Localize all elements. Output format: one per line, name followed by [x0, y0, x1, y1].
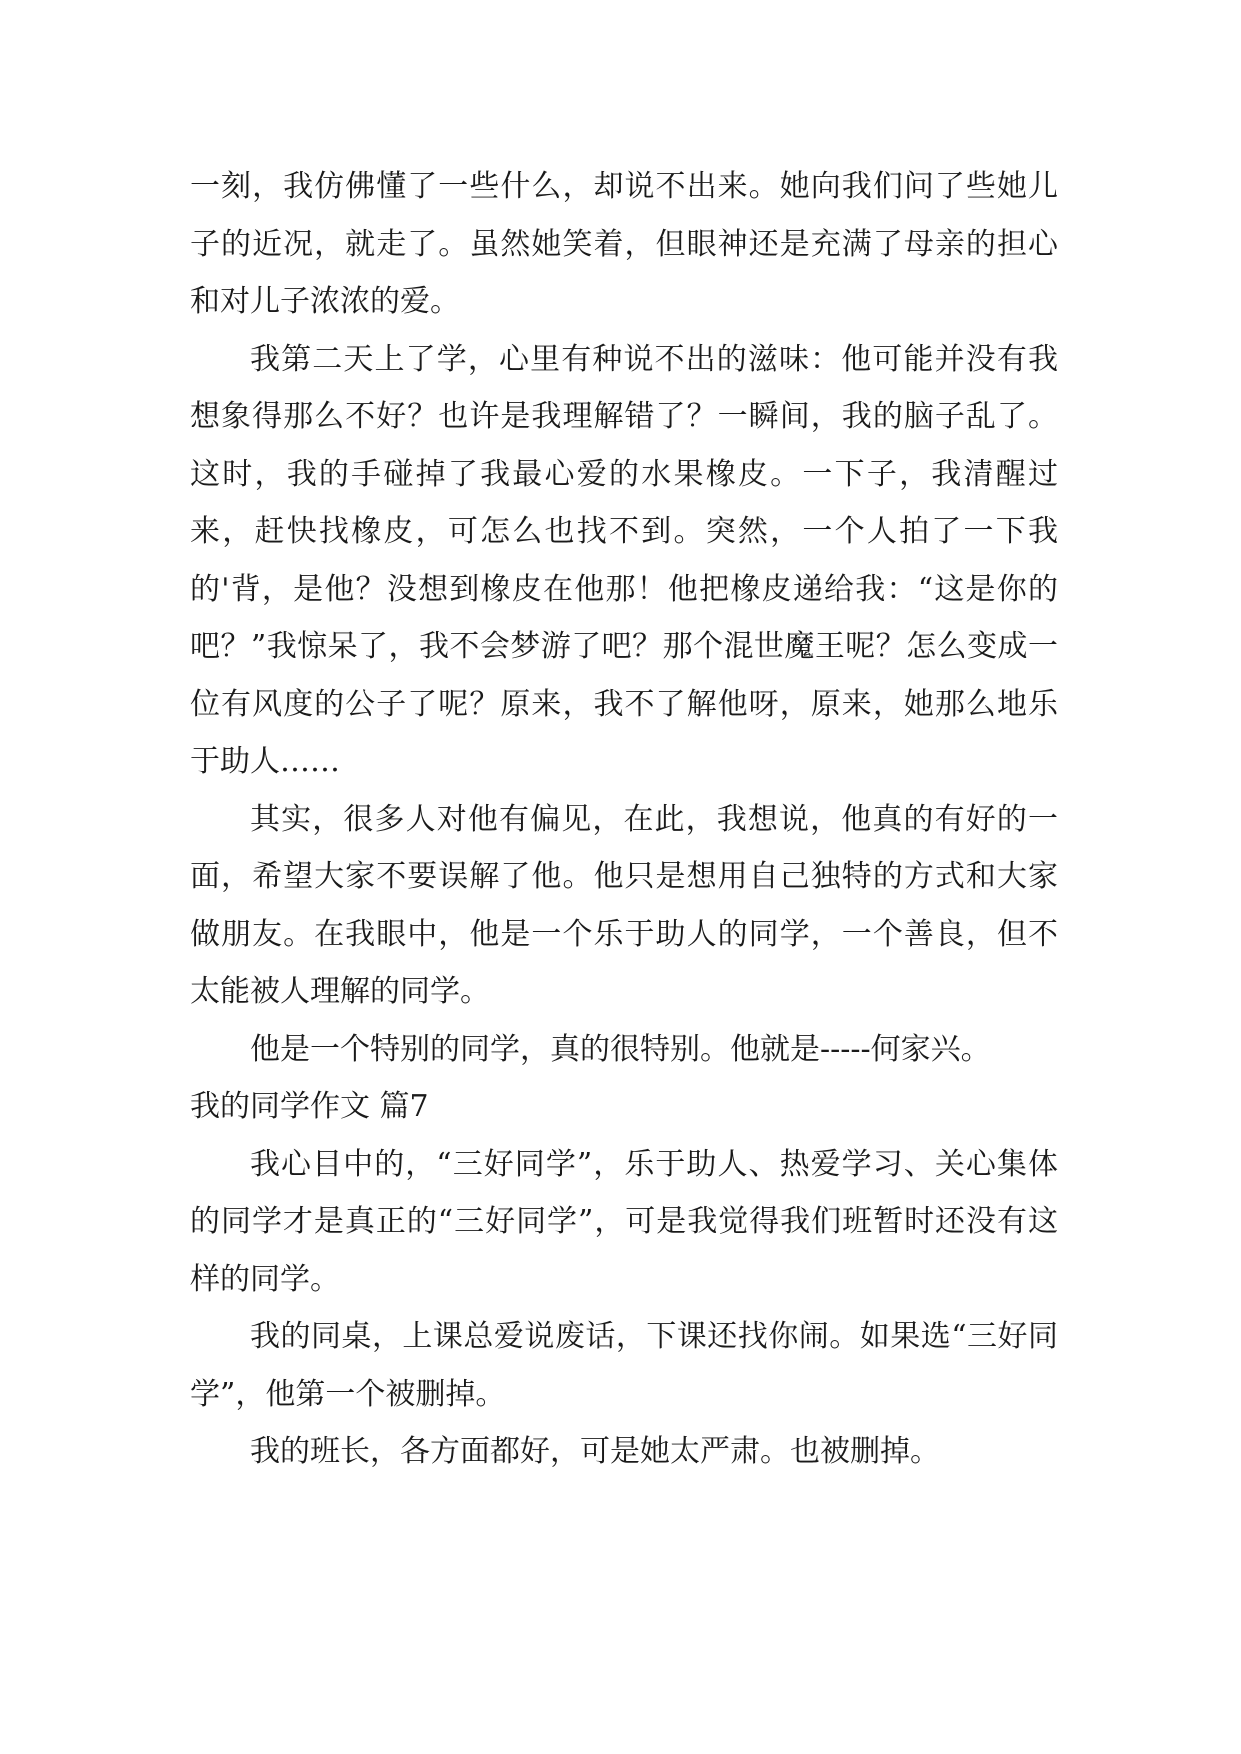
section-heading: 我的同学作文 篇7 [190, 1089, 429, 1124]
paragraph: 我心目中的，“三好同学”，乐于助人、热爱学习、关心集体的同学才是真正的“三好同学”，可是我觉得我们班暂时还没有这样的同学。 [190, 1146, 1058, 1297]
paragraph: 他是一个特别的同学，真的很特别。他就是-----何家兴。 [250, 1031, 991, 1067]
paragraph: 我第二天上了学，心里有种说不出的滋味：他可能并没有我想象得那么不好？也许是我理解错了？一瞬间，我的脑子乱了。这时，我的手碰掉了我最心爱的水果橡皮。一下子，我清醒过来，赶快找橡皮，可怎么也找不到。突然，一个人拍了一下我的'背，是他？没想到橡皮在他那！他把橡皮递给我：“这是你的吧？”我惊呆了，我不会梦游了吧？那个混世魔王呢？怎么变成一位有风度的公子了呢？原来，我不了解他呀，原来，她那么地乐于助人…… [190, 341, 1058, 779]
paragraph: 我的同桌，上课总爱说废话，下课还找你闹。如果选“三好同学”，他第一个被删掉。 [190, 1319, 1058, 1412]
paragraph-continued: 一刻，我仿佛懂了一些什么，却说不出来。她向我们问了些她儿子的近况，就走了。虽然她笑着，但眼神还是充满了母亲的担心和对儿子浓浓的爱。 [190, 169, 1058, 319]
paragraph: 我的班长，各方面都好，可是她太严肃。也被删掉。 [250, 1434, 940, 1469]
paragraph: 其实，很多人对他有偏见，在此，我想说，他真的有好的一面，希望大家不要误解了他。他只是想用自己独特的方式和大家做朋友。在我眼中，他是一个乐于助人的同学，一个善良，但不太能被人理解的同学。 [190, 801, 1058, 1009]
document-body [190, 158, 1058, 1481]
